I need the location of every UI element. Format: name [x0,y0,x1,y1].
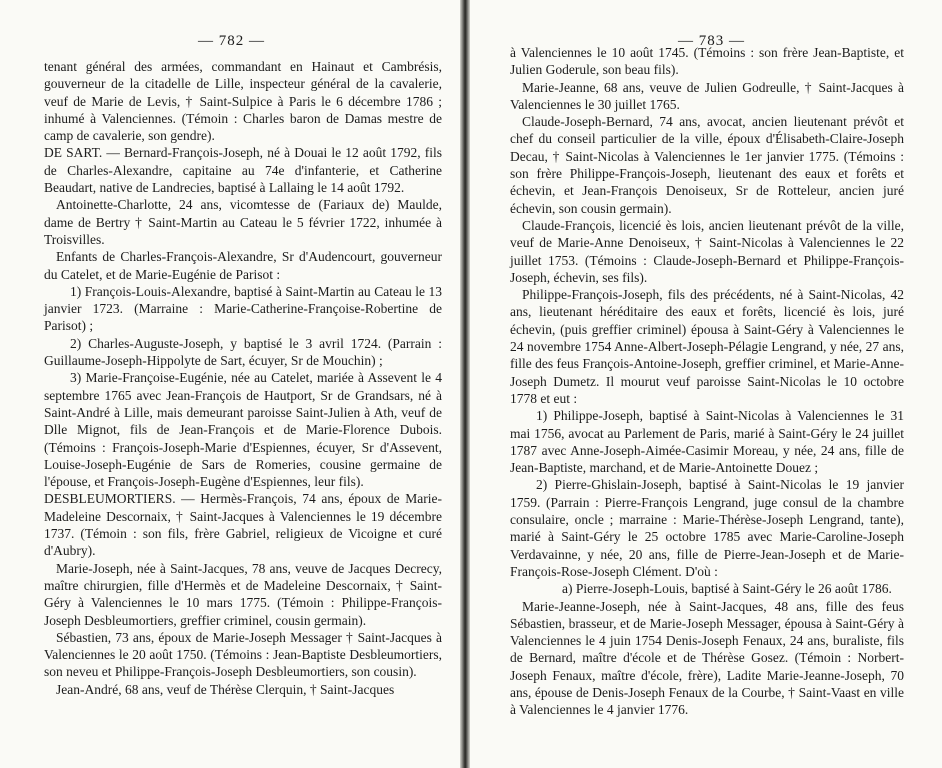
paragraph: à Valenciennes le 10 août 1745. (Témoins : son frère Jean-Baptiste, et Julien Goderule, son beau fils). [510,45,904,78]
paragraph: Enfants de Charles-François-Alexandre, Sr d'Audencourt, gouverneur du Catelet, et de Marie-Eugénie de Parisot : [44,249,442,282]
paragraph: tenant général des armées, commandant en Hainaut et Cambrésis, gouverneur de la citadelle de Lille, inspecteur général de la cavalerie, veuf de Marie de Levis, † Saint-Sulpice à Paris le 6 décembre 1786 ; inhumé à Valenciennes. (Témoin : Charles baron de Damas mestre de camp de cavalerie, son gendre). [44,59,442,144]
paragraph: 2) Pierre-Ghislain-Joseph, baptisé à Saint-Nicolas le 19 janvier 1759. (Parrain : Pierre-François Lengrand, juge consul de la chambre consulaire, oncle ; marraine : Marie-Thérèse-Joseph Lengrand, tante), marié à Saint-Géry le 25 octobre 1785 avec Marie-Caroline-Joseph Verdavainne, y née, 20 ans, fille de Pierre-Jean-Joseph et de Marie-François-Rose-Joseph Clément. D'où : [510,477,904,579]
paragraph: 2) Charles-Auguste-Joseph, y baptisé le 3 avril 1724. (Parrain : Guillaume-Joseph-Hippolyte de Sart, écuyer, Sr de Mouchin) ; [44,335,442,369]
page-number-right: — 783 — [678,33,745,49]
paragraph: Claude-François, licencié ès lois, ancien lieutenant prévôt de la ville, veuf de Marie-Anne Denoiseux, † Saint-Nicolas à Valenciennes le 22 juillet 1753. (Témoins : Claude-Joseph-Bernard et Philippe-François-Joseph, échevin, ses fils). [510,217,904,285]
page-number-left: — 782 — [198,33,265,49]
paragraph: Jean-André, 68 ans, veuf de Thérèse Clerquin, † Saint-Jacques [56,681,395,697]
left-page-text [44,58,442,698]
book-gutter [460,0,470,768]
paragraph: Marie-Jeanne-Joseph, née à Saint-Jacques, 48 ans, fille des feus Sébastien, brasseur, et de Marie-Joseph Messager, épousa à Saint-Géry à Valenciennes le 4 juin 1754 Denis-Joseph Fenaux, 24 ans, buraliste, fils de Bernard, maître d'école et de Thérèse Gosez. (Témoin : Norbert-Joseph Fenaux, maître d'école, frère), Ladite Marie-Jeanne-Joseph, 70 ans, épouse de Denis-Joseph Fenaux de la Courbe, † Saint-Vaast en ville à Valenciennes le 4 janvier 1776. [510,598,904,718]
right-page-text [510,44,904,719]
paragraph: a) Pierre-Joseph-Louis, baptisé à Saint-Géry le 26 août 1786. [562,581,892,597]
paragraph: Sébastien, 73 ans, époux de Marie-Joseph Messager † Saint-Jacques à Valenciennes le 20 août 1750. (Témoins : Jean-Baptiste Desbleumortiers, son neveu et Philippe-François-Joseph Desbleumortiers, son cousin). [44,629,442,680]
paragraph: 3) Marie-Françoise-Eugénie, née au Catelet, mariée à Assevent le 4 septembre 1765 avec Jean-François de Hautport, Sr de Grandsars, né à Saint-André à Lille, mais demeurant paroisse Saint-Julien à Ath, veuf de Dlle Mignot, fils de Jean-François et de Marie-Florence Dubois. (Témoins : François-Joseph-Marie d'Espiennes, écuyer, Sr d'Assevent, Louise-Joseph-Eugénie de Sars de Romeries, cousine germaine de l'épouse, et François-Joseph-Eugène d'Espiennes, leur fils). [44,370,442,490]
paragraph: Antoinette-Charlotte, 24 ans, vicomtesse de (Fariaux de) Maulde, dame de Bertry † Saint-Martin au Cateau le 5 février 1722, inhumée à Troisvilles. [44,197,442,247]
paragraph: DESBLEUMORTIERS. — Hermès-François, 74 ans, époux de Marie-Madeleine Descornaix, † Saint-Jacques à Valenciennes le 19 décembre 1737. (Témoin : son fils, frère Gabriel, religieux de Vicoigne et curé d'Aubry). [44,491,442,559]
paragraph: Claude-Joseph-Bernard, 74 ans, avocat, ancien lieutenant prévôt et chef du conseil particulier de la ville, époux d'Élisabeth-Claire-Joseph Decau, † Saint-Nicolas à Valenciennes le 1er janvier 1775. (Témoins : son frère Philippe-François-Joseph, lieutenant des eaux et forêts et échevin, et Jean-François Denoiseux, Sr de Rotteleur, ancien juré échevin, son cousin germain). [510,114,904,216]
paragraph: Philippe-François-Joseph, fils des précédents, né à Saint-Nicolas, 42 ans, lieutenant héréditaire des eaux et forêts, licencié ès lois, juré échevin, (puis greffier criminel) épousa à Saint-Géry à Valenciennes le 24 novembre 1754 Anne-Albert-Joseph-Pélagie Lengrand, y née, 27 ans, fille des feus François-Antoine-Joseph, greffier criminel, et Marie-Anne-Joseph Dumetz. Il mourut veuf paroisse Saint-Nicolas le 10 octobre 1778 et eut : [510,287,904,406]
paragraph: DE SART. — Bernard-François-Joseph, né à Douai le 12 août 1792, fils de Charles-Alexandre, capitaine au 74e d'infanterie, et Catherine Beaudart, native de Landrecies, baptisé à Lallaing le 14 août 1792. [44,145,442,196]
paragraph: 1) François-Louis-Alexandre, baptisé à Saint-Martin au Cateau le 13 janvier 1723. (Marraine : Marie-Catherine-Françoise-Robertine de Parisot) ; [44,283,442,334]
paragraph: Marie-Joseph, née à Saint-Jacques, 78 ans, veuve de Jacques Decrecy, maître chirurgien, fille d'Hermès et de Madeleine Descornaix, † Saint-Géry à Valenciennes le 10 mars 1775. (Témoin : Philippe-François-Joseph Desbleumortiers, greffier criminel, cousin germain). [44,560,442,628]
paragraph: 1) Philippe-Joseph, baptisé à Saint-Nicolas à Valenciennes le 31 mai 1756, avocat au Parlement de Paris, marié à Saint-Géry le 24 juillet 1787 avec Anne-Joseph-Aimée-Casimir Moreau, y née, 24 ans, fille de Jean-Baptiste, marchand, et de Marie-Antoinette Douez ; [510,408,904,476]
paragraph: Marie-Jeanne, 68 ans, veuve de Julien Godreulle, † Saint-Jacques à Valenciennes le 30 juillet 1765. [510,79,904,112]
